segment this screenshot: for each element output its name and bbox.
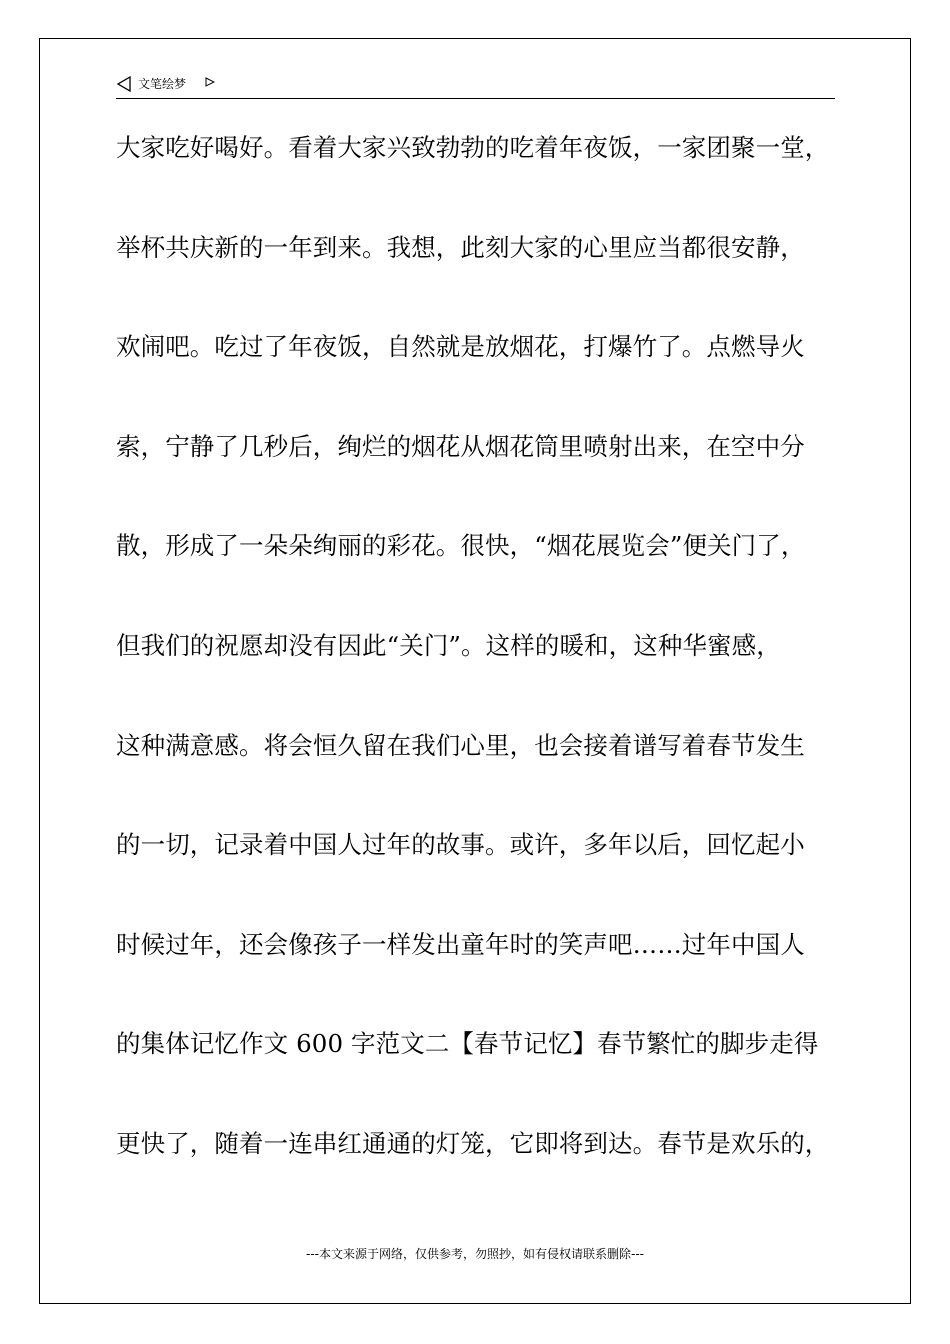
triangle-right-outline-icon — [205, 77, 215, 87]
text-line: 但我们的祝愿却没有因此“关门”。这样的暖和，这种华蜜感， — [116, 630, 781, 660]
triangle-left-outline-icon — [116, 76, 132, 92]
header-title: 文笔绘梦 — [138, 77, 187, 91]
page-header — [116, 74, 835, 99]
text-line: 索，宁静了几秒后，绚烂的烟花从烟花筒里喷射出来，在空中分 — [116, 431, 805, 461]
text-line: 欢闹吧。吃过了年夜饭，自然就是放烟花，打爆竹了。点燃导火 — [116, 332, 805, 362]
text-line: 的集体记忆作文 600 字范文二【春节记忆】春节繁忙的脚步走得 — [116, 1029, 819, 1059]
text-line: 的一切，记录着中国人过年的故事。或许，多年以后，回忆起小 — [116, 830, 805, 860]
text-line: 更快了，随着一连串红通通的灯笼，它即将到达。春节是欢乐的， — [116, 1128, 830, 1158]
page-footer: ---本文来源于网络，仅供参考，勿照抄，如有侵权请联系删除--- — [306, 1247, 644, 1261]
text-line: 大家吃好喝好。看着大家兴致勃勃的吃着年夜饭，一家团聚一堂， — [116, 133, 830, 162]
text-line: 散，形成了一朵朵绚丽的彩花。很快，“烟花展览会”便关门了， — [116, 531, 806, 561]
text-line: 时候过年，还会像孩子一样发出童年时的笑声吧……过年中国人 — [116, 929, 805, 959]
text-line: 这种满意感。将会恒久留在我们心里，也会接着谱写着春节发生 — [116, 730, 805, 760]
document-body — [116, 128, 856, 1224]
text-line: 举杯共庆新的一年到来。我想，此刻大家的心里应当都很安静， — [116, 232, 805, 262]
